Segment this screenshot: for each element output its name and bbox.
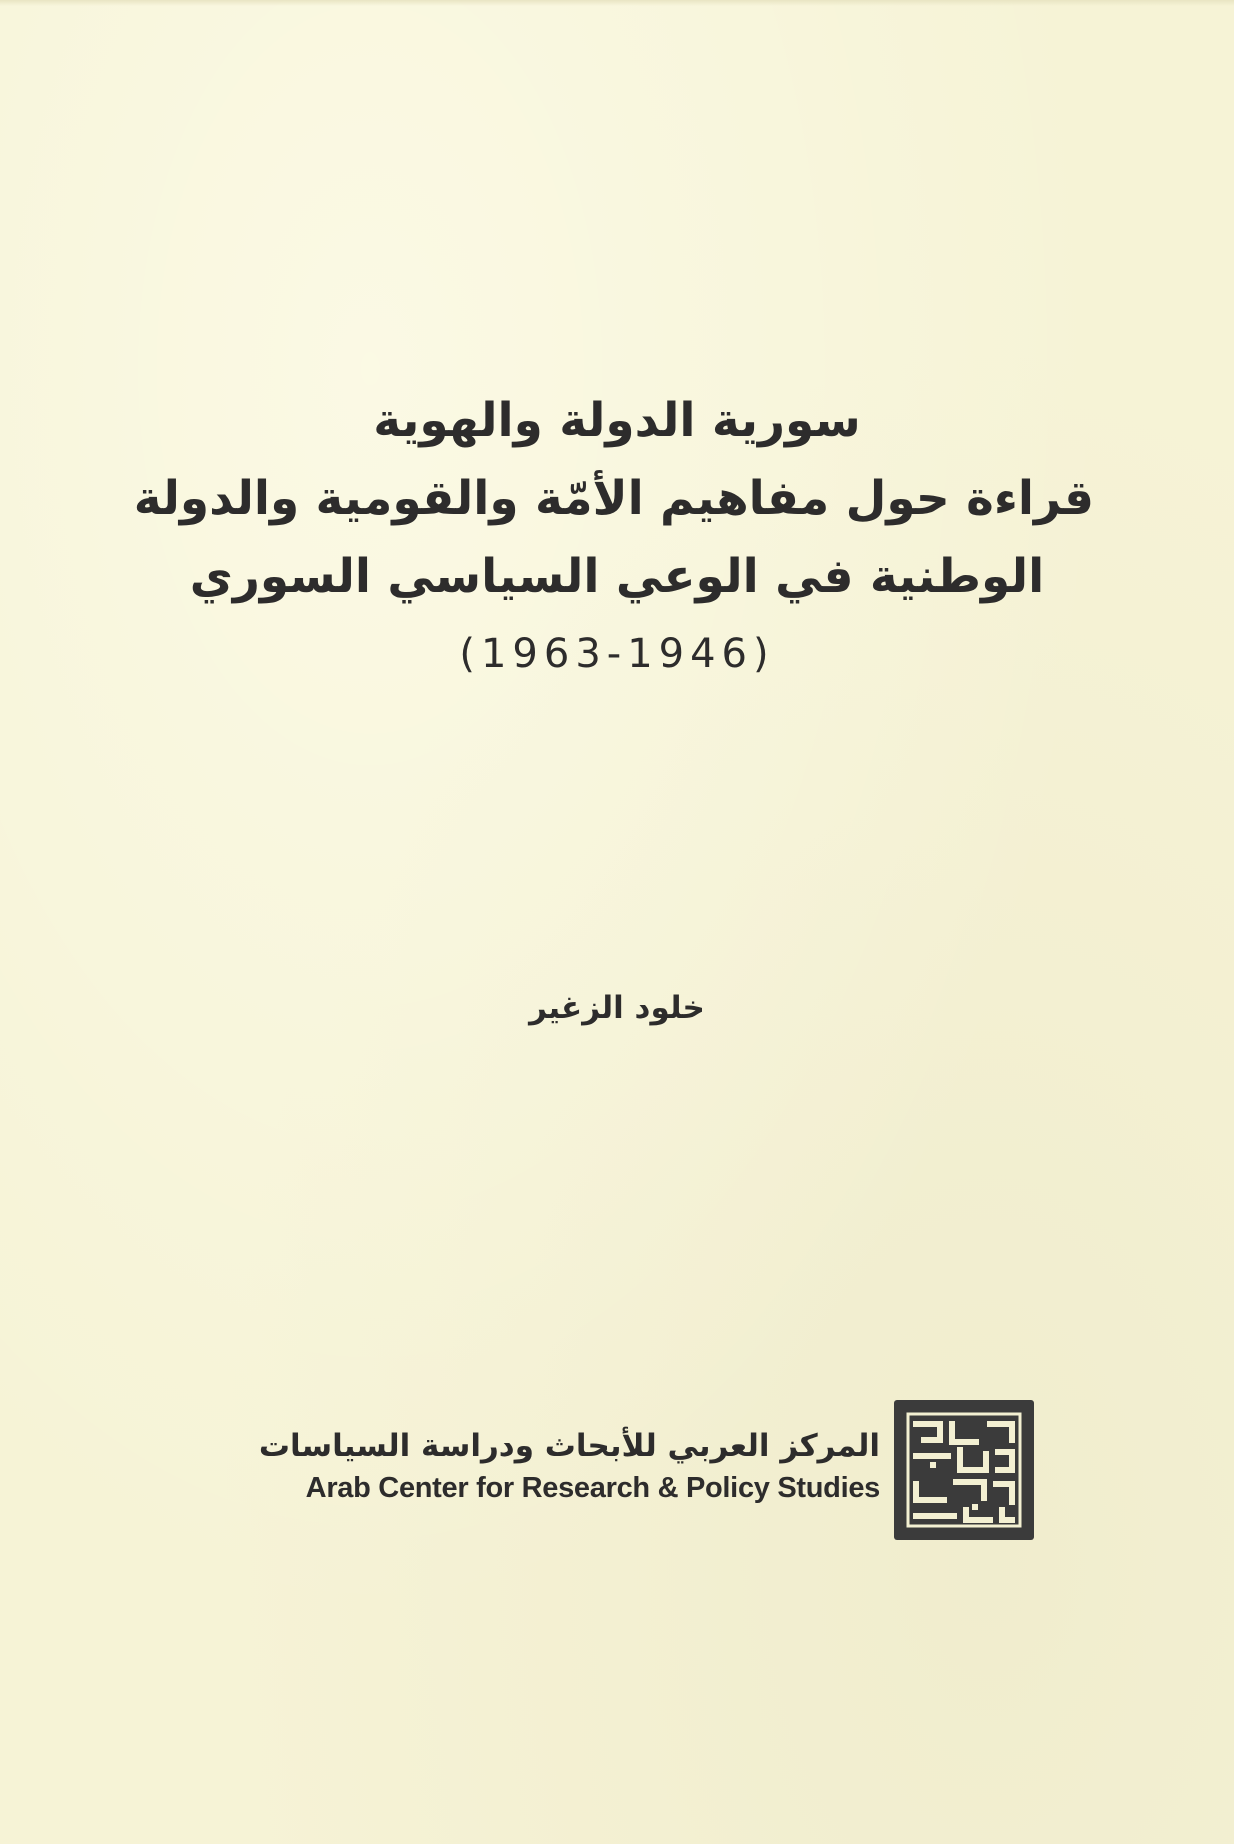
publisher-block bbox=[258, 1400, 1036, 1546]
title-years: (1963-1946) bbox=[459, 631, 775, 677]
publisher-name-arabic: المركز العربي للأبحاث ودراسة السياسات bbox=[258, 1428, 880, 1464]
publisher-name-english: Arab Center for Research & Policy Studies bbox=[305, 1472, 880, 1504]
arab-center-kufic-logo-icon bbox=[894, 1400, 1034, 1540]
title-line-2: قراءة حول مفاهيم الأمّة والقومية والدولة bbox=[133, 471, 1094, 526]
publisher-text bbox=[259, 1426, 880, 1510]
author-name: خلود الزغير bbox=[529, 990, 705, 1026]
page-top-edge bbox=[0, 0, 1234, 6]
title-line-1: سورية الدولة والهوية bbox=[373, 393, 861, 448]
title-line-3: الوطنية في الوعي السياسي السوري bbox=[189, 549, 1045, 604]
book-title bbox=[133, 382, 1094, 692]
